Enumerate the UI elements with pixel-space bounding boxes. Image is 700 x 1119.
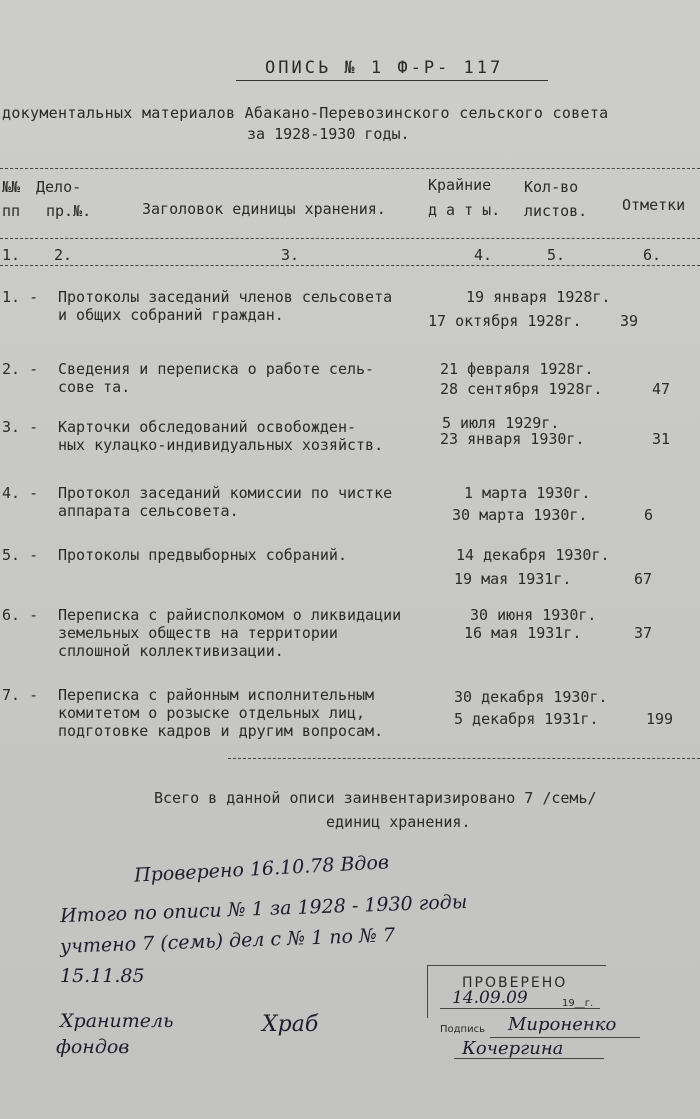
table-row-date-end: 30 марта 1930г. — [452, 506, 588, 524]
summary-line1: Всего в данной описи заинвентаризировано 7 /семь/ — [154, 789, 597, 807]
header-col5-line1: Кол-во — [524, 178, 579, 196]
table-row-title: Протоколы предвыборных собраний. — [58, 546, 347, 564]
table-row-date-start: 30 декабря 1930г. — [454, 688, 608, 706]
handwritten-total-line1: Итого по описи № 1 за 1928 - 1930 годы — [59, 890, 468, 928]
table-row-title: земельных обществ на территории — [58, 624, 338, 642]
table-row-title: Карточки обследований освобожден- — [58, 418, 357, 436]
column-number-2: 2. — [54, 246, 73, 264]
table-row-date-end: 16 мая 1931г. — [464, 624, 582, 642]
table-row-number: 6. - — [2, 606, 39, 624]
title-underline — [236, 80, 548, 81]
column-number-5: 5. — [547, 246, 566, 264]
header-col2-line2: пр.№. — [46, 202, 92, 220]
column-number-4: 4. — [474, 246, 493, 264]
table-row-date-start: 14 декабря 1930г. — [456, 546, 610, 564]
stamp-signature-label: Подпись — [440, 1024, 485, 1035]
column-number-rule — [0, 265, 700, 266]
table-row-date-start: 21 февраля 1928г. — [440, 360, 594, 378]
column-number-1: 1. — [2, 246, 21, 264]
stamp-year-suffix: 19__г. — [562, 998, 594, 1009]
keeper-signature: Храб — [262, 1012, 319, 1037]
document-subtitle-line2: за 1928-1930 годы. — [247, 125, 410, 143]
header-col2-line1: Дело- — [36, 178, 82, 196]
handwritten-keeper-line2: фондов — [56, 1036, 130, 1058]
table-row-title: и общих собраний граждан. — [58, 306, 284, 324]
table-row-number: 3. - — [2, 418, 39, 436]
table-row-title: сплошной коллективизации. — [58, 642, 284, 660]
table-row-number: 2. - — [2, 360, 39, 378]
handwritten-keeper-line1: Хранитель — [60, 1010, 174, 1032]
handwritten-checked-note: Проверено 16.10.78 Вдов — [133, 851, 390, 887]
table-row-sheets: 39 — [620, 312, 639, 330]
table-row-title: Сведения и переписка о работе сель- — [58, 360, 375, 378]
header-top-rule — [0, 168, 700, 169]
handwritten-date: 15.11.85 — [60, 965, 145, 987]
table-end-rule — [228, 758, 700, 759]
table-row-title: комитетом о розыске отдельных лиц, — [58, 704, 366, 722]
table-row-sheets: 37 — [634, 624, 653, 642]
table-row-number: 1. - — [2, 288, 39, 306]
header-col5-line2: листов. — [524, 202, 588, 220]
header-col1-line1: №№ — [2, 178, 21, 196]
table-row-date-end: 23 января 1930г. — [440, 430, 585, 448]
table-row-date-end: 5 декабря 1931г. — [454, 710, 599, 728]
table-row-date-start: 30 июня 1930г. — [470, 606, 597, 624]
table-row-date-start: 1 марта 1930г. — [464, 484, 591, 502]
header-col4-line2: д а т ы. — [428, 201, 501, 219]
table-row-sheets: 199 — [646, 710, 674, 728]
stamp-signature-1: Мироненко — [508, 1014, 617, 1035]
table-row-title: Протоколы заседаний членов сельсовета — [58, 288, 393, 306]
stamp-date: 14.09.09 — [452, 988, 528, 1008]
table-row-date-end: 28 сентября 1928г. — [440, 380, 603, 398]
header-col4-line1: Крайние — [428, 176, 492, 194]
table-row-date-start: 5 июля 1929г. — [442, 414, 560, 432]
table-row-title: Переписка с районным исполнительным — [58, 686, 375, 704]
table-row-date-end: 19 мая 1931г. — [454, 570, 572, 588]
stamp-signature-2-underline — [454, 1058, 604, 1059]
table-row-date-start: 19 января 1928г. — [466, 288, 611, 306]
stamp-label: ПРОВЕРЕНО — [462, 975, 568, 991]
table-row-title: подготовке кадров и другим вопросам. — [58, 722, 384, 740]
document-subtitle-line1: документальных материалов Абакано-Перевозинского сельского совета — [2, 104, 609, 122]
table-row-sheets: 47 — [652, 380, 671, 398]
table-row-date-end: 17 октября 1928г. — [428, 312, 582, 330]
table-row-sheets: 31 — [652, 430, 671, 448]
stamp-date-line — [440, 1008, 600, 1009]
column-number-3: 3. — [281, 246, 300, 264]
summary-line2: единиц хранения. — [326, 813, 471, 831]
handwritten-total-line2: учтено 7 (семь) дел с № 1 по № 7 — [59, 924, 396, 958]
stamp-signature-2: Кочергина — [462, 1038, 564, 1059]
table-row-title: ных кулацко-индивидуальных хозяйств. — [58, 436, 384, 454]
table-row-number: 4. - — [2, 484, 39, 502]
table-row-number: 5. - — [2, 546, 39, 564]
header-bottom-rule — [0, 238, 700, 239]
table-row-sheets: 67 — [634, 570, 653, 588]
table-row-sheets: 6 — [644, 506, 654, 524]
header-col1-line2: пп — [2, 202, 21, 220]
header-col6: Отметки — [622, 196, 686, 214]
table-row-title: сове та. — [58, 378, 131, 396]
table-row-number: 7. - — [2, 686, 39, 704]
table-row-title: аппарата сельсовета. — [58, 502, 239, 520]
table-row-title: Переписка с райисполкомом о ликвидации — [58, 606, 402, 624]
column-number-6: 6. — [643, 246, 662, 264]
document-title: ОПИСЬ № 1 Ф-Р- 117 — [265, 58, 504, 78]
header-col3: Заголовок единицы хранения. — [142, 200, 386, 218]
table-row-title: Протокол заседаний комиссии по чистке — [58, 484, 393, 502]
